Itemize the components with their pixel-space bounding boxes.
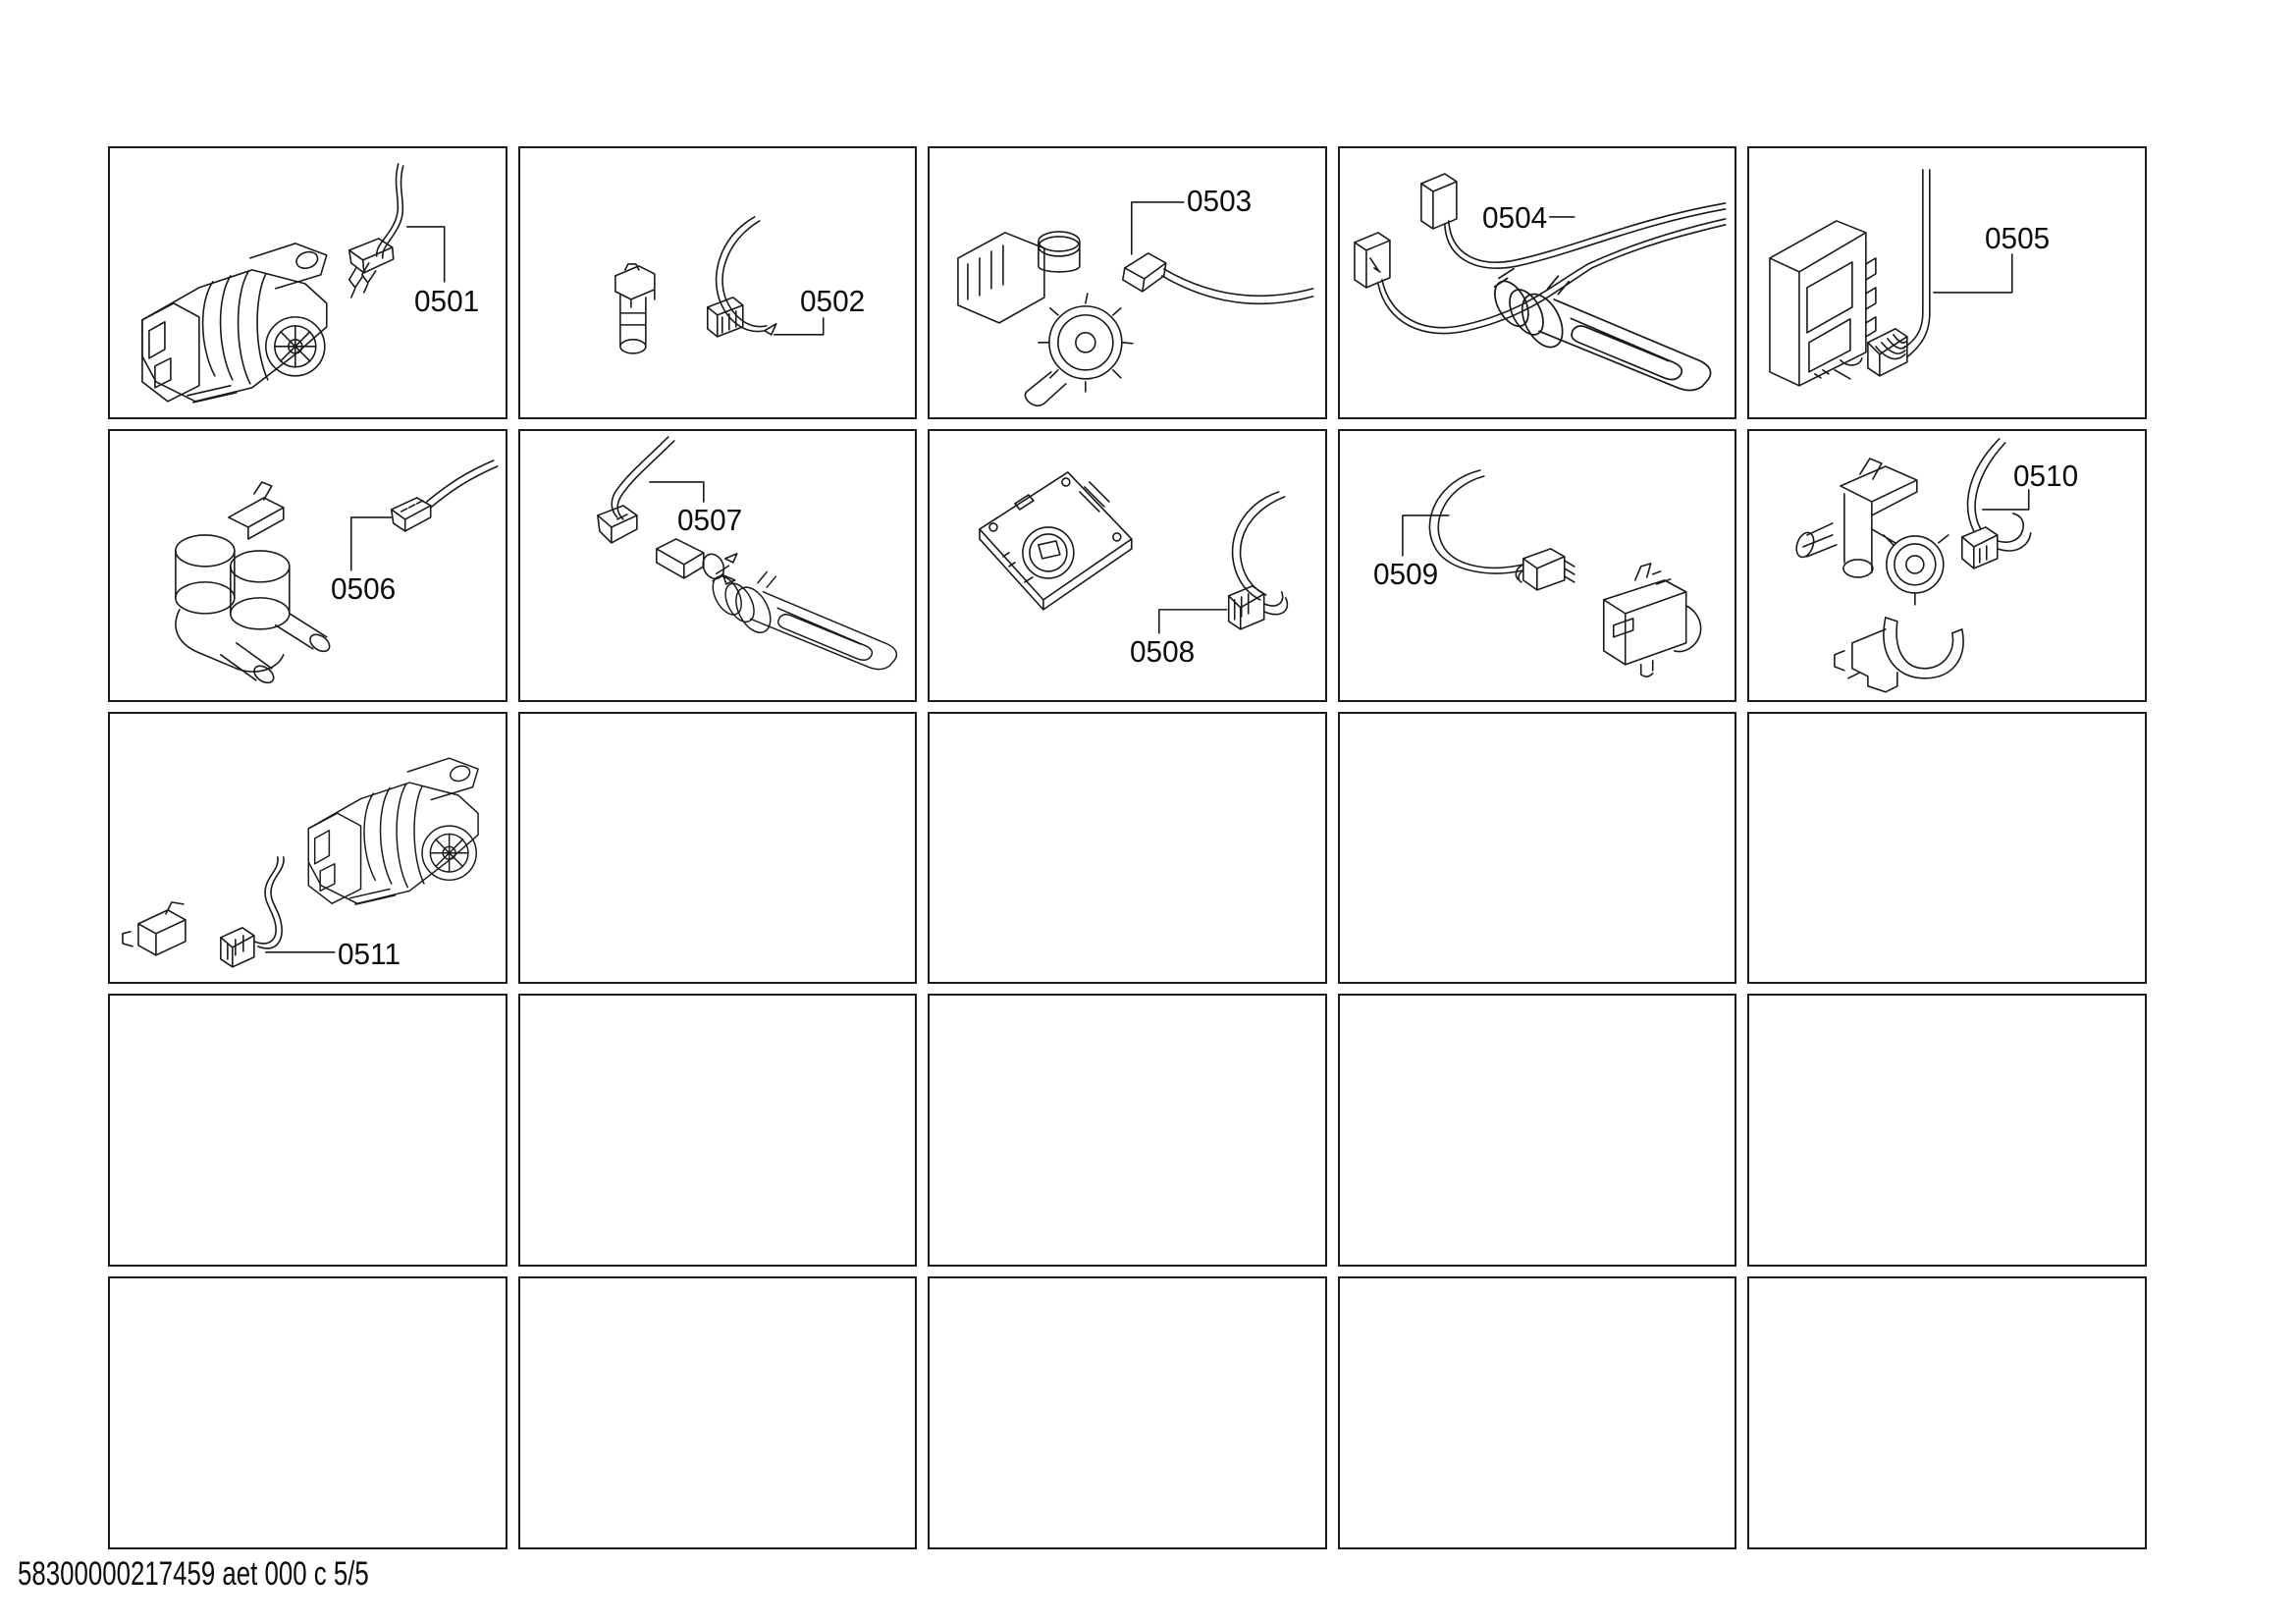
parts-cell xyxy=(1747,429,2147,702)
parts-cell xyxy=(108,712,507,985)
parts-cell-empty xyxy=(1338,712,1737,985)
drain-pump-illustration xyxy=(930,148,1325,417)
part-ref-label: 0510 xyxy=(2013,458,2079,493)
parts-cell-empty xyxy=(1747,994,2147,1267)
control-module-illustration xyxy=(1749,148,2145,417)
parts-cell xyxy=(108,429,507,702)
ntc-sensor-illustration xyxy=(520,148,916,417)
parts-cell-empty xyxy=(1338,994,1737,1267)
parts-cell xyxy=(108,146,507,419)
heater-ntc-cable-illustration xyxy=(520,431,916,700)
heating-element-illustration xyxy=(1340,148,1735,417)
part-ref-label: 0509 xyxy=(1372,556,1439,591)
part-ref-label: 0503 xyxy=(1187,184,1253,218)
parts-cell xyxy=(518,146,918,419)
part-ref-label: 0502 xyxy=(799,284,865,318)
part-ref-label: 0506 xyxy=(331,570,397,606)
part-ref-label: 0505 xyxy=(1985,221,2051,255)
parts-cell-empty xyxy=(928,712,1327,985)
parts-cell-empty xyxy=(1747,712,2147,985)
parts-cell-empty xyxy=(1338,1276,1737,1549)
part-ref-label: 0504 xyxy=(1481,200,1548,235)
part-ref-label: 0508 xyxy=(1130,633,1196,669)
part-ref-label: 0511 xyxy=(338,936,401,971)
parts-cell-empty xyxy=(518,994,918,1267)
parts-cell xyxy=(928,146,1327,419)
parts-grid xyxy=(108,146,2147,1549)
solenoid-valve-bracket-illustration xyxy=(1749,431,2145,700)
parts-cell xyxy=(1338,429,1737,702)
parts-cell xyxy=(928,429,1327,702)
drive-motor-illustration xyxy=(110,148,506,417)
twin-inlet-valve-illustration xyxy=(110,431,506,700)
parts-cell-empty xyxy=(108,994,507,1267)
parts-cell xyxy=(1338,146,1737,419)
parts-cell-empty xyxy=(108,1276,507,1549)
drive-motor-illustration xyxy=(110,714,506,983)
circuit-board-illustration xyxy=(930,431,1325,700)
parts-cell-empty xyxy=(928,1276,1327,1549)
part-ref-label: 0501 xyxy=(414,284,480,318)
parts-cell xyxy=(518,429,918,702)
document-code: 58300000217459 aet 000 c 5/5 xyxy=(18,1555,369,1593)
parts-cell xyxy=(1747,146,2147,419)
parts-cell-empty xyxy=(518,712,918,985)
part-ref-label: 0507 xyxy=(676,502,742,537)
parts-cell-empty xyxy=(518,1276,918,1549)
parts-cell-empty xyxy=(928,994,1327,1267)
parts-cell-empty xyxy=(1747,1276,2147,1549)
